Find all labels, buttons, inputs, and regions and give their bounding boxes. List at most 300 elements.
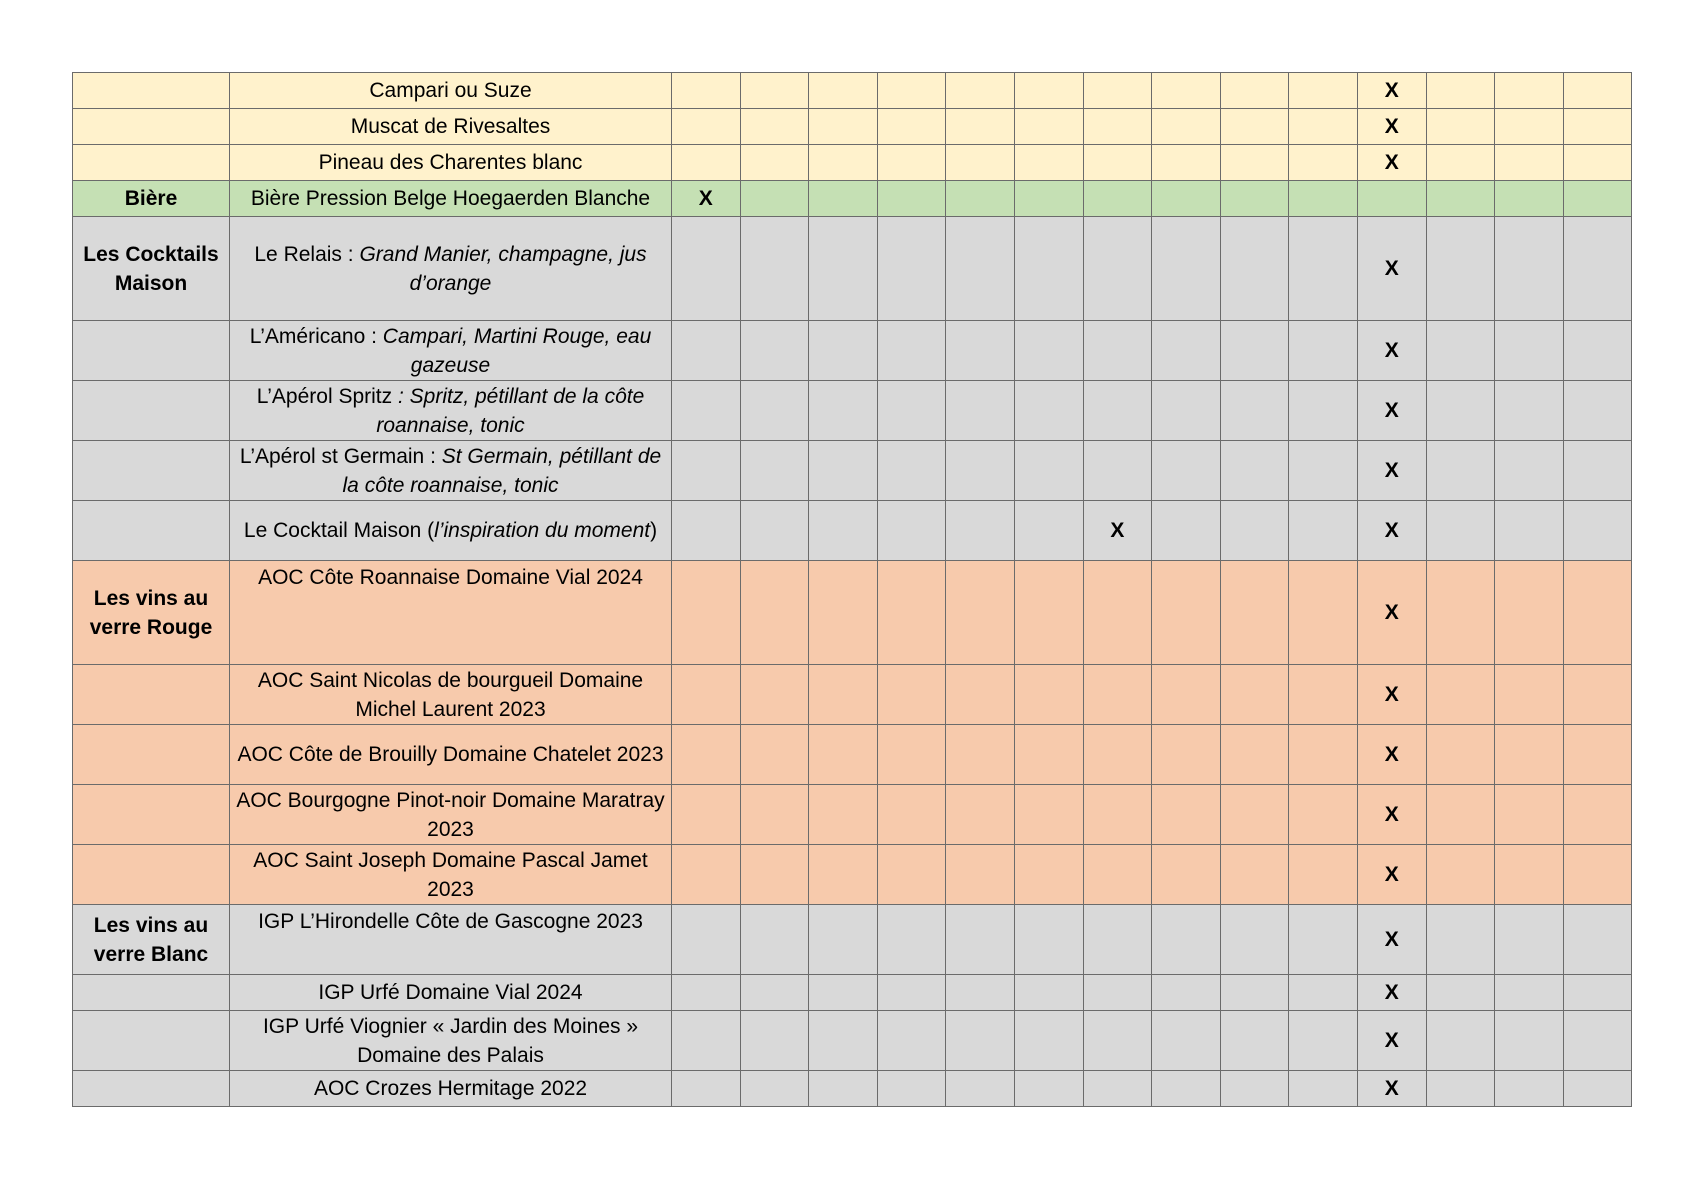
allergen-mark-cell	[1426, 109, 1495, 145]
category-cell	[73, 1071, 230, 1107]
allergen-mark-cell	[1426, 501, 1495, 561]
drink-name-cell	[230, 785, 672, 845]
category-cell	[73, 665, 230, 725]
allergen-mark-cell: X	[1357, 73, 1426, 109]
table-row	[73, 665, 1632, 725]
allergen-mark-cell	[672, 145, 741, 181]
category-cell	[73, 109, 230, 145]
allergen-mark-cell	[672, 1011, 741, 1071]
category-cell	[73, 381, 230, 441]
allergen-mark-cell	[1083, 905, 1152, 975]
allergen-mark-cell	[672, 665, 741, 725]
allergen-mark-cell	[877, 975, 946, 1011]
allergen-mark-cell	[1495, 905, 1564, 975]
allergen-mark-cell	[1014, 845, 1083, 905]
allergen-mark-cell	[809, 321, 878, 381]
allergen-mark-cell	[1152, 845, 1221, 905]
category-cell	[73, 785, 230, 845]
allergen-mark-cell	[1220, 1071, 1289, 1107]
allergen-mark-cell	[1083, 1071, 1152, 1107]
allergen-mark-cell	[1495, 845, 1564, 905]
drink-name-cell	[230, 73, 672, 109]
allergen-mark-cell	[740, 561, 809, 665]
allergen-mark-cell	[809, 1071, 878, 1107]
allergen-mark-cell	[1083, 725, 1152, 785]
allergen-mark-cell	[1220, 217, 1289, 321]
drink-name-cell	[230, 109, 672, 145]
allergen-mark-cell	[1014, 665, 1083, 725]
category-cell	[73, 321, 230, 381]
drink-name-cell	[230, 905, 672, 975]
allergen-mark-cell	[740, 665, 809, 725]
drink-name-cell	[230, 181, 672, 217]
allergen-mark-cell	[809, 1011, 878, 1071]
drink-name: L’Apérol st Germain :	[239, 444, 442, 468]
allergen-mark-cell	[1220, 975, 1289, 1011]
allergen-mark-cell	[946, 501, 1015, 561]
allergen-mark-cell	[1289, 1011, 1358, 1071]
allergen-mark-cell	[946, 725, 1015, 785]
allergen-mark-cell	[1152, 665, 1221, 725]
allergen-mark-cell	[1220, 501, 1289, 561]
allergen-mark-cell	[1220, 381, 1289, 441]
table-row	[73, 217, 1632, 321]
allergen-mark-cell	[946, 109, 1015, 145]
allergen-mark-cell	[1426, 1071, 1495, 1107]
allergen-mark-cell	[877, 441, 946, 501]
allergen-mark-cell: X	[1357, 145, 1426, 181]
category-cell	[73, 441, 230, 501]
allergen-mark-cell	[877, 1011, 946, 1071]
allergen-mark-cell	[672, 501, 741, 561]
drink-name-cell	[230, 441, 672, 501]
drink-name: AOC Crozes Hermitage 2022	[313, 1077, 588, 1100]
allergen-mark-cell	[1563, 561, 1632, 665]
allergen-mark-cell	[877, 845, 946, 905]
table-row	[73, 725, 1632, 785]
allergen-mark-cell	[809, 845, 878, 905]
allergen-mark-cell	[1495, 441, 1564, 501]
drink-name: AOC Bourgogne Pinot-noir Domaine Maratray 2023	[236, 788, 665, 841]
allergen-mark-cell	[946, 845, 1015, 905]
allergen-mark-cell	[740, 321, 809, 381]
allergen-mark-cell: X	[1357, 561, 1426, 665]
allergen-mark-cell	[1152, 725, 1221, 785]
allergen-mark-cell	[672, 321, 741, 381]
allergen-mark-cell	[946, 1071, 1015, 1107]
allergen-mark-cell	[1495, 725, 1564, 785]
drink-name: L’Apérol Spritz	[256, 384, 398, 408]
allergen-mark-cell	[740, 1011, 809, 1071]
allergen-mark-cell	[946, 665, 1015, 725]
allergen-mark-cell	[1220, 109, 1289, 145]
allergen-mark-cell	[1220, 845, 1289, 905]
allergen-mark-cell	[877, 145, 946, 181]
allergen-mark-cell	[1083, 441, 1152, 501]
allergen-mark-cell	[1426, 725, 1495, 785]
allergen-mark-cell	[877, 73, 946, 109]
drink-name: Muscat de Rivesaltes	[350, 115, 551, 138]
allergen-mark-cell	[1220, 725, 1289, 785]
allergen-mark-cell	[1014, 975, 1083, 1011]
allergen-mark-cell	[1083, 665, 1152, 725]
allergen-mark-cell: X	[1357, 381, 1426, 441]
allergen-mark-cell	[740, 785, 809, 845]
allergen-mark-cell	[1289, 725, 1358, 785]
table-row	[73, 381, 1632, 441]
allergen-mark-cell	[809, 109, 878, 145]
allergen-mark-cell: X	[1357, 321, 1426, 381]
allergen-mark-cell: X	[1357, 975, 1426, 1011]
drink-name: Bière Pression Belge Hoegaerden Blanche	[250, 187, 651, 210]
allergen-mark-cell	[1152, 785, 1221, 845]
allergen-mark-cell	[1495, 217, 1564, 321]
allergen-mark-cell	[1220, 145, 1289, 181]
table-row	[73, 845, 1632, 905]
allergen-mark-cell	[1426, 321, 1495, 381]
allergen-mark-cell	[1426, 381, 1495, 441]
drink-name-cell	[230, 561, 672, 665]
allergen-mark-cell	[1152, 217, 1221, 321]
allergen-mark-cell	[1083, 109, 1152, 145]
allergen-mark-cell	[1563, 321, 1632, 381]
allergen-mark-cell	[809, 665, 878, 725]
allergen-mark-cell	[946, 441, 1015, 501]
drink-name: IGP Urfé Domaine Vial 2024	[318, 981, 583, 1004]
allergen-mark-cell	[1289, 561, 1358, 665]
allergen-mark-cell	[1426, 1011, 1495, 1071]
drink-name: L’Américano :	[249, 324, 383, 348]
drink-ingredients: l’inspiration du moment	[434, 519, 651, 542]
allergen-mark-cell	[946, 975, 1015, 1011]
allergen-mark-cell: X	[1357, 1071, 1426, 1107]
allergen-mark-cell	[672, 905, 741, 975]
allergen-mark-cell	[1289, 845, 1358, 905]
allergen-mark-cell	[946, 905, 1015, 975]
allergen-mark-cell	[809, 73, 878, 109]
drink-name-cell	[230, 501, 672, 561]
allergen-mark-cell	[809, 905, 878, 975]
table-row	[73, 73, 1632, 109]
allergen-mark-cell: X	[1357, 441, 1426, 501]
table-row	[73, 785, 1632, 845]
drink-name: AOC Saint Nicolas de bourgueil Domaine Michel Laurent 2023	[257, 668, 644, 721]
allergen-mark-cell	[1289, 501, 1358, 561]
allergen-mark-cell	[1563, 785, 1632, 845]
allergen-mark-cell	[1220, 561, 1289, 665]
table-row	[73, 501, 1632, 561]
allergen-mark-cell	[1563, 1071, 1632, 1107]
allergen-mark-cell	[877, 181, 946, 217]
allergen-mark-cell	[1495, 381, 1564, 441]
allergen-mark-cell	[1014, 501, 1083, 561]
allergen-mark-cell	[1220, 441, 1289, 501]
allergen-mark-cell: X	[1357, 1011, 1426, 1071]
drink-name-cell	[230, 1011, 672, 1071]
drink-name: Le Cocktail Maison (	[243, 519, 435, 542]
allergen-mark-cell	[946, 73, 1015, 109]
allergen-mark-cell	[1152, 1071, 1221, 1107]
allergen-mark-cell	[1563, 73, 1632, 109]
allergen-mark-cell	[1014, 1011, 1083, 1071]
allergen-mark-cell: X	[1357, 905, 1426, 975]
allergen-mark-cell	[1563, 441, 1632, 501]
allergen-mark-cell	[1495, 501, 1564, 561]
allergen-mark-cell	[1014, 785, 1083, 845]
allergen-mark-cell	[740, 145, 809, 181]
allergen-mark-cell	[946, 785, 1015, 845]
allergen-mark-cell	[1083, 73, 1152, 109]
allergen-mark-cell	[1083, 217, 1152, 321]
allergen-mark-cell	[877, 109, 946, 145]
allergen-mark-cell	[1083, 845, 1152, 905]
category-cell	[73, 501, 230, 561]
drink-name-cell	[230, 975, 672, 1011]
allergen-mark-cell	[1152, 905, 1221, 975]
allergen-mark-cell	[1083, 381, 1152, 441]
table-row	[73, 145, 1632, 181]
allergen-mark-cell	[946, 217, 1015, 321]
drink-name: AOC Côte Roannaise Domaine Vial 2024	[258, 566, 643, 589]
allergen-mark-cell	[1220, 665, 1289, 725]
allergen-mark-cell	[1152, 145, 1221, 181]
table-row	[73, 321, 1632, 381]
allergen-mark-cell	[1563, 181, 1632, 217]
table-row	[73, 975, 1632, 1011]
drink-name-cell	[230, 845, 672, 905]
drink-name-cell	[230, 217, 672, 321]
allergen-mark-cell	[740, 181, 809, 217]
allergen-mark-cell	[1014, 73, 1083, 109]
allergen-mark-cell	[1014, 905, 1083, 975]
allergen-mark-cell	[1563, 975, 1632, 1011]
allergen-mark-cell	[1495, 975, 1564, 1011]
table-row	[73, 1011, 1632, 1071]
allergen-mark-cell	[1083, 321, 1152, 381]
allergen-mark-cell	[809, 145, 878, 181]
allergen-mark-cell	[1083, 145, 1152, 181]
allergen-mark-cell	[1563, 109, 1632, 145]
allergen-mark-cell	[740, 381, 809, 441]
allergen-mark-cell	[946, 1011, 1015, 1071]
drink-name: IGP Urfé Viognier « Jardin des Moines » Domaine des Palais	[262, 1014, 639, 1067]
allergen-mark-cell	[672, 725, 741, 785]
allergen-mark-cell	[1495, 1011, 1564, 1071]
allergen-mark-cell	[877, 381, 946, 441]
allergen-mark-cell	[1426, 785, 1495, 845]
allergen-mark-cell	[1426, 845, 1495, 905]
allergen-mark-cell	[740, 441, 809, 501]
table-row	[73, 181, 1632, 217]
category-cell	[73, 145, 230, 181]
allergen-mark-cell	[809, 441, 878, 501]
allergen-mark-cell	[1289, 109, 1358, 145]
allergen-mark-cell	[946, 381, 1015, 441]
allergen-mark-cell	[1014, 561, 1083, 665]
allergen-mark-cell	[1014, 441, 1083, 501]
allergen-mark-cell: X	[1357, 725, 1426, 785]
allergen-mark-cell	[1220, 73, 1289, 109]
allergen-mark-cell	[1495, 181, 1564, 217]
drink-name-cell	[230, 725, 672, 785]
allergen-mark-cell	[1289, 181, 1358, 217]
allergen-mark-cell	[1152, 1011, 1221, 1071]
drink-name: Campari ou Suze	[369, 79, 532, 102]
table-row	[73, 109, 1632, 145]
allergen-mark-cell	[809, 561, 878, 665]
allergen-mark-cell	[1083, 1011, 1152, 1071]
allergen-mark-cell	[809, 725, 878, 785]
allergen-mark-cell	[1426, 665, 1495, 725]
category-cell: Les vins au verre Blanc	[73, 905, 230, 975]
allergen-mark-cell	[1152, 109, 1221, 145]
allergen-mark-cell	[1426, 145, 1495, 181]
allergen-mark-cell	[1563, 381, 1632, 441]
allergen-mark-cell	[1220, 785, 1289, 845]
allergen-mark-cell	[1220, 1011, 1289, 1071]
table-row	[73, 905, 1632, 975]
table-row	[73, 561, 1632, 665]
drink-ingredients: St Germain, pétillant de la côte roannaise, tonic	[342, 444, 662, 497]
allergen-mark-cell	[1563, 845, 1632, 905]
category-cell: Les Cocktails Maison	[73, 217, 230, 321]
allergen-mark-cell	[1495, 109, 1564, 145]
allergen-mark-cell	[1014, 725, 1083, 785]
allergen-mark-cell: X	[672, 181, 741, 217]
allergen-mark-cell	[1152, 181, 1221, 217]
allergen-mark-cell	[1495, 785, 1564, 845]
allergen-mark-cell	[1152, 381, 1221, 441]
allergen-mark-cell: X	[1083, 501, 1152, 561]
allergen-mark-cell	[809, 181, 878, 217]
allergen-mark-cell	[1014, 381, 1083, 441]
allergen-mark-cell	[1014, 217, 1083, 321]
allergen-mark-cell	[740, 725, 809, 785]
allergen-mark-cell	[1289, 665, 1358, 725]
allergen-mark-cell	[740, 217, 809, 321]
allergen-mark-cell	[1289, 321, 1358, 381]
table-row	[73, 1071, 1632, 1107]
allergen-mark-cell	[946, 321, 1015, 381]
allergen-mark-cell	[1289, 785, 1358, 845]
category-cell	[73, 73, 230, 109]
allergen-mark-cell: X	[1357, 785, 1426, 845]
allergen-mark-cell	[1426, 181, 1495, 217]
allergen-mark-cell	[740, 845, 809, 905]
allergen-mark-cell	[946, 561, 1015, 665]
allergen-mark-cell	[672, 109, 741, 145]
allergen-mark-cell	[1152, 501, 1221, 561]
allergen-mark-cell	[672, 441, 741, 501]
allergen-mark-cell	[1152, 321, 1221, 381]
allergen-mark-cell: X	[1357, 845, 1426, 905]
allergen-mark-cell	[672, 975, 741, 1011]
allergen-mark-cell	[1495, 665, 1564, 725]
allergen-mark-cell	[1289, 217, 1358, 321]
drink-name-cell	[230, 1071, 672, 1107]
allergen-mark-cell	[1014, 145, 1083, 181]
allergen-mark-cell	[1495, 321, 1564, 381]
allergen-mark-cell	[1563, 1011, 1632, 1071]
drink-name: AOC Côte de Brouilly Domaine Chatelet 2023	[237, 743, 664, 766]
allergen-mark-cell	[1289, 1071, 1358, 1107]
allergen-mark-cell	[877, 501, 946, 561]
allergen-mark-cell	[1426, 441, 1495, 501]
allergen-mark-cell	[740, 501, 809, 561]
allergen-mark-cell	[1289, 975, 1358, 1011]
category-cell	[73, 845, 230, 905]
allergen-mark-cell	[946, 145, 1015, 181]
table-row	[73, 441, 1632, 501]
allergen-mark-cell	[672, 561, 741, 665]
allergen-mark-cell	[877, 785, 946, 845]
allergen-mark-cell	[1289, 73, 1358, 109]
allergen-mark-cell	[877, 665, 946, 725]
category-cell	[73, 975, 230, 1011]
allergen-mark-cell	[1563, 665, 1632, 725]
allergen-mark-cell	[1563, 725, 1632, 785]
allergen-mark-cell	[1289, 905, 1358, 975]
allergen-mark-cell	[1220, 905, 1289, 975]
allergen-mark-cell	[1495, 145, 1564, 181]
allergen-mark-cell	[1357, 181, 1426, 217]
category-cell	[73, 725, 230, 785]
allergen-mark-cell	[1220, 181, 1289, 217]
allergen-mark-cell	[740, 109, 809, 145]
allergen-mark-cell	[1563, 501, 1632, 561]
drink-name-cell	[230, 381, 672, 441]
allergen-mark-cell	[1014, 109, 1083, 145]
category-cell: Bière	[73, 181, 230, 217]
allergen-mark-cell	[877, 217, 946, 321]
allergen-mark-cell	[1426, 975, 1495, 1011]
allergen-mark-cell	[809, 217, 878, 321]
allergen-mark-cell	[877, 905, 946, 975]
drink-ingredients: Grand Manier, champagne, jus d’orange	[359, 242, 647, 295]
allergen-mark-cell	[1014, 181, 1083, 217]
allergen-mark-cell	[1152, 441, 1221, 501]
drink-name: Pineau des Charentes blanc	[318, 151, 583, 174]
allergen-mark-cell	[1426, 73, 1495, 109]
allergen-mark-cell	[672, 785, 741, 845]
allergen-mark-cell	[877, 321, 946, 381]
allergen-mark-cell	[1426, 561, 1495, 665]
allergen-mark-cell	[1152, 975, 1221, 1011]
allergen-mark-cell	[740, 905, 809, 975]
allergen-mark-cell	[1220, 321, 1289, 381]
allergen-mark-cell	[1083, 181, 1152, 217]
allergen-mark-cell	[672, 381, 741, 441]
drink-name: AOC Saint Joseph Domaine Pascal Jamet 2023	[253, 848, 648, 901]
allergen-mark-cell	[809, 785, 878, 845]
allergen-mark-cell	[1289, 145, 1358, 181]
allergen-mark-cell: X	[1357, 665, 1426, 725]
allergen-mark-cell	[1083, 561, 1152, 665]
allergen-mark-cell	[1563, 905, 1632, 975]
allergen-mark-cell: X	[1357, 501, 1426, 561]
allergen-mark-cell	[1426, 217, 1495, 321]
allergen-mark-cell	[1495, 73, 1564, 109]
drink-name: Le Relais :	[254, 242, 360, 266]
allergen-mark-cell	[1495, 1071, 1564, 1107]
allergen-mark-cell	[672, 73, 741, 109]
drink-name-suffix: )	[650, 519, 658, 542]
drink-name-cell	[230, 145, 672, 181]
allergen-mark-cell	[1152, 73, 1221, 109]
allergen-mark-cell	[1083, 785, 1152, 845]
allergen-mark-cell	[1083, 975, 1152, 1011]
allergen-mark-cell	[877, 561, 946, 665]
